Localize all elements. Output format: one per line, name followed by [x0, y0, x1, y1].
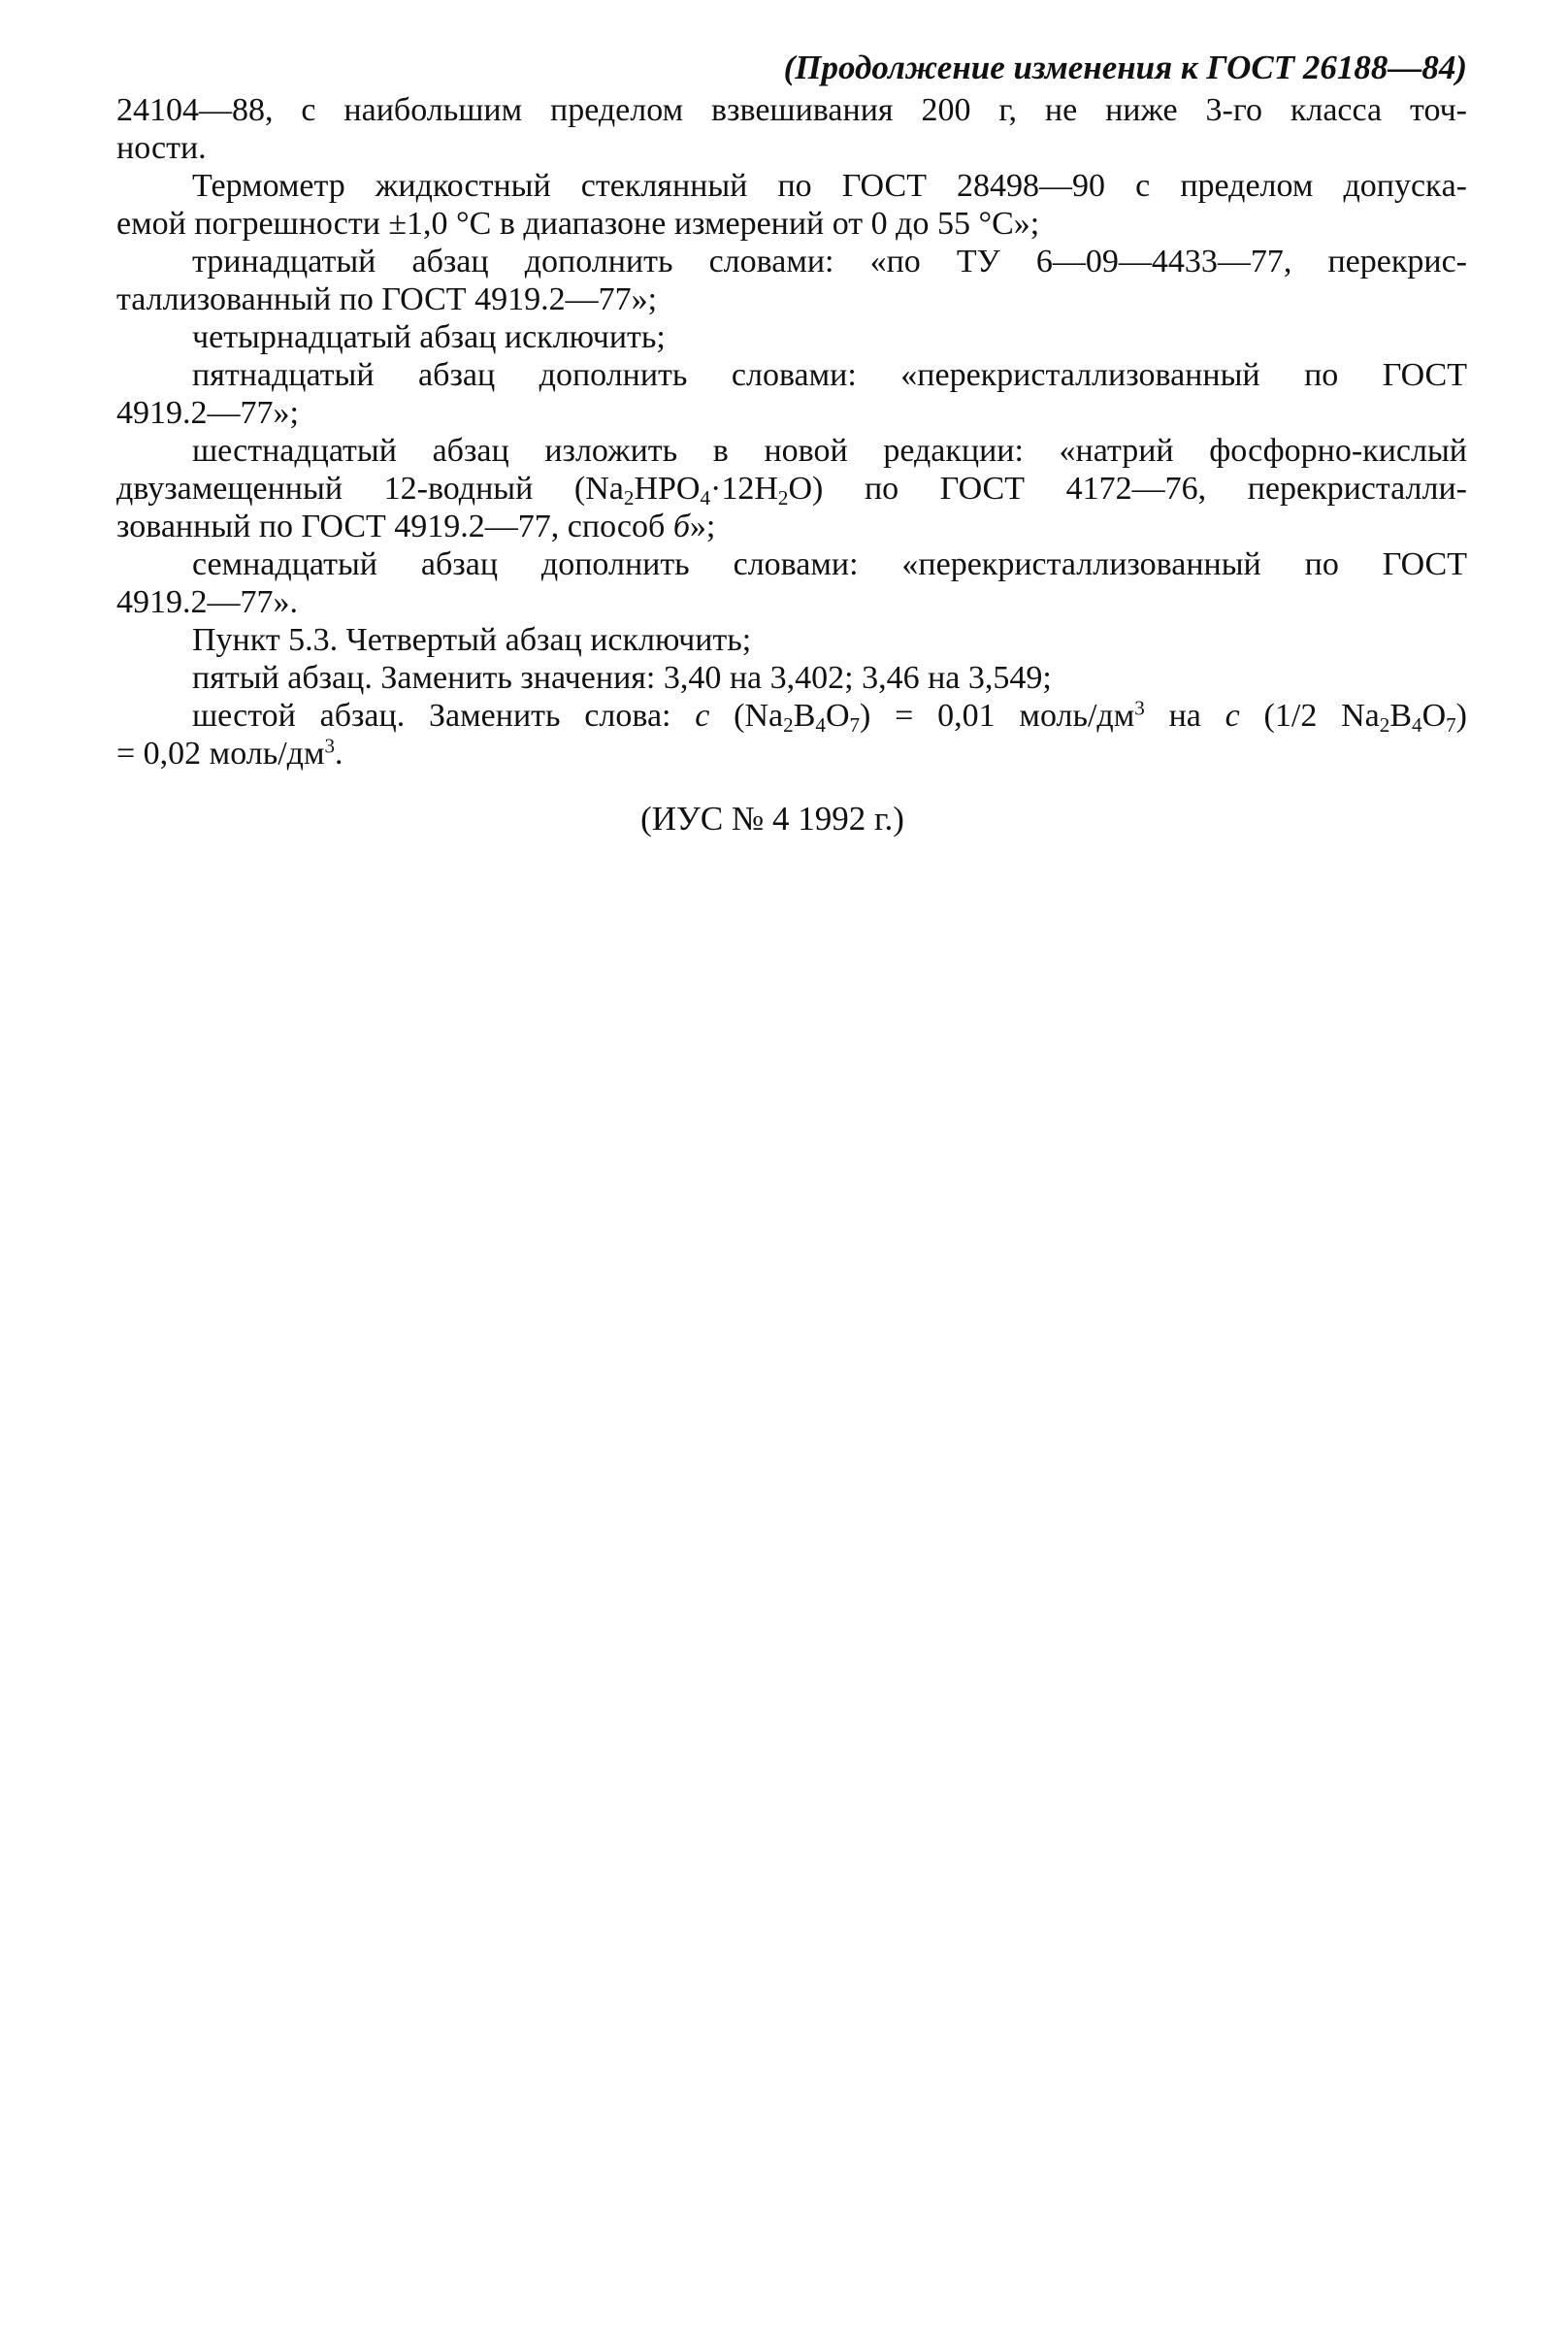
text-run: = 0,02 моль/дм	[116, 736, 325, 772]
paragraph-thermometer	[116, 167, 1467, 243]
text-line: 4919.2—77».	[116, 584, 298, 620]
text-run: »;	[689, 509, 716, 544]
text-run: .	[335, 736, 343, 772]
text-run: на	[1144, 698, 1225, 734]
text-line: пятнадцатый абзац дополнить словами: «перекристаллизованный по ГОСТ	[192, 357, 1467, 393]
subscript: 4	[700, 485, 711, 510]
text-run: B	[793, 698, 816, 734]
superscript: 3	[1134, 696, 1145, 720]
italic-text: б	[672, 509, 690, 544]
paragraph-thirteenth	[116, 243, 1467, 318]
paragraph-clause-5-3	[116, 621, 1467, 659]
formula-line	[116, 735, 1467, 773]
text-run: ·12H	[710, 471, 778, 507]
text-line: шестнадцатый абзац изложить в новой редакции: «натрий фосфорно-кислый	[192, 433, 1467, 469]
paragraph-fifteenth	[116, 356, 1467, 432]
subscript: 2	[1379, 712, 1390, 737]
text-run: HPO	[634, 471, 701, 507]
subscript: 4	[815, 712, 826, 737]
text-run: ) = 0,01 моль/дм	[860, 698, 1135, 734]
source-note: (ИУС № 4 1992 г.)	[640, 800, 904, 838]
paragraph-sixteenth	[116, 432, 1467, 545]
subscript: 4	[1412, 712, 1422, 737]
text-run: B	[1389, 698, 1413, 734]
paragraph-weighing-scale	[116, 91, 1467, 167]
text-run: шестой абзац. Заменить слова:	[192, 698, 696, 734]
text-run: (1/2 Na	[1239, 698, 1380, 734]
text-run: зованный по ГОСТ 4919.2—77, способ	[116, 509, 673, 544]
subscript: 7	[849, 712, 861, 737]
text-line: четырнадцатый абзац исключить;	[192, 319, 666, 355]
superscript: 3	[324, 734, 336, 758]
text-line: ности.	[116, 130, 207, 166]
formula-line	[116, 697, 1467, 735]
document-page	[116, 47, 1467, 840]
text-line: Пункт 5.3. Четвертый абзац исключить;	[192, 622, 752, 658]
text-line: Термометр жидкостный стеклянный по ГОСТ 28498—90 с пределом допускa-	[192, 168, 1467, 204]
subscript: 7	[1446, 712, 1456, 737]
subscript: 2	[783, 712, 794, 737]
text-line: емой погрешности ±1,0 °С в диапазоне измерений от 0 до 55 °С»;	[116, 206, 1040, 242]
text-line: семнадцатый абзац дополнить словами: «перекристаллизованный по ГОСТ	[192, 546, 1467, 582]
text-line: 24104—88, с наибольшим пределом взвешивания 200 г, не ниже 3-го класса точ-	[116, 92, 1467, 128]
paragraph-fifth	[116, 659, 1467, 697]
text-run: (Na	[709, 698, 784, 734]
italic-text: с	[695, 698, 710, 734]
text-line: таллизованный по ГОСТ 4919.2—77»;	[116, 281, 658, 317]
paragraph-fourteenth	[116, 318, 1467, 356]
text-run: )	[1455, 698, 1467, 734]
text-run: двузамещенный 12-водный (Na	[116, 471, 624, 507]
formula-line	[116, 470, 1467, 508]
paragraph-seventeenth	[116, 545, 1467, 621]
subscript: 2	[623, 485, 635, 510]
text-line: тринадцатый абзац дополнить словами: «по ТУ 6—09—4433—77, перекрис-	[192, 244, 1467, 280]
text-line	[116, 508, 1467, 545]
subscript: 2	[777, 485, 789, 510]
paragraph-sixth	[116, 697, 1467, 773]
running-head: (Продолжение изменения к ГОСТ 26188—84)	[783, 49, 1467, 86]
text-line: 4919.2—77»;	[116, 395, 299, 431]
text-run: O	[825, 698, 850, 734]
text-run: O) по ГОСТ 4172—76, перекристалли-	[788, 471, 1467, 507]
text-run: O	[1421, 698, 1447, 734]
text-line: пятый абзац. Заменить значения: 3,40 на 3,402; 3,46 на 3,549;	[192, 660, 1052, 696]
italic-text: с	[1225, 698, 1240, 734]
